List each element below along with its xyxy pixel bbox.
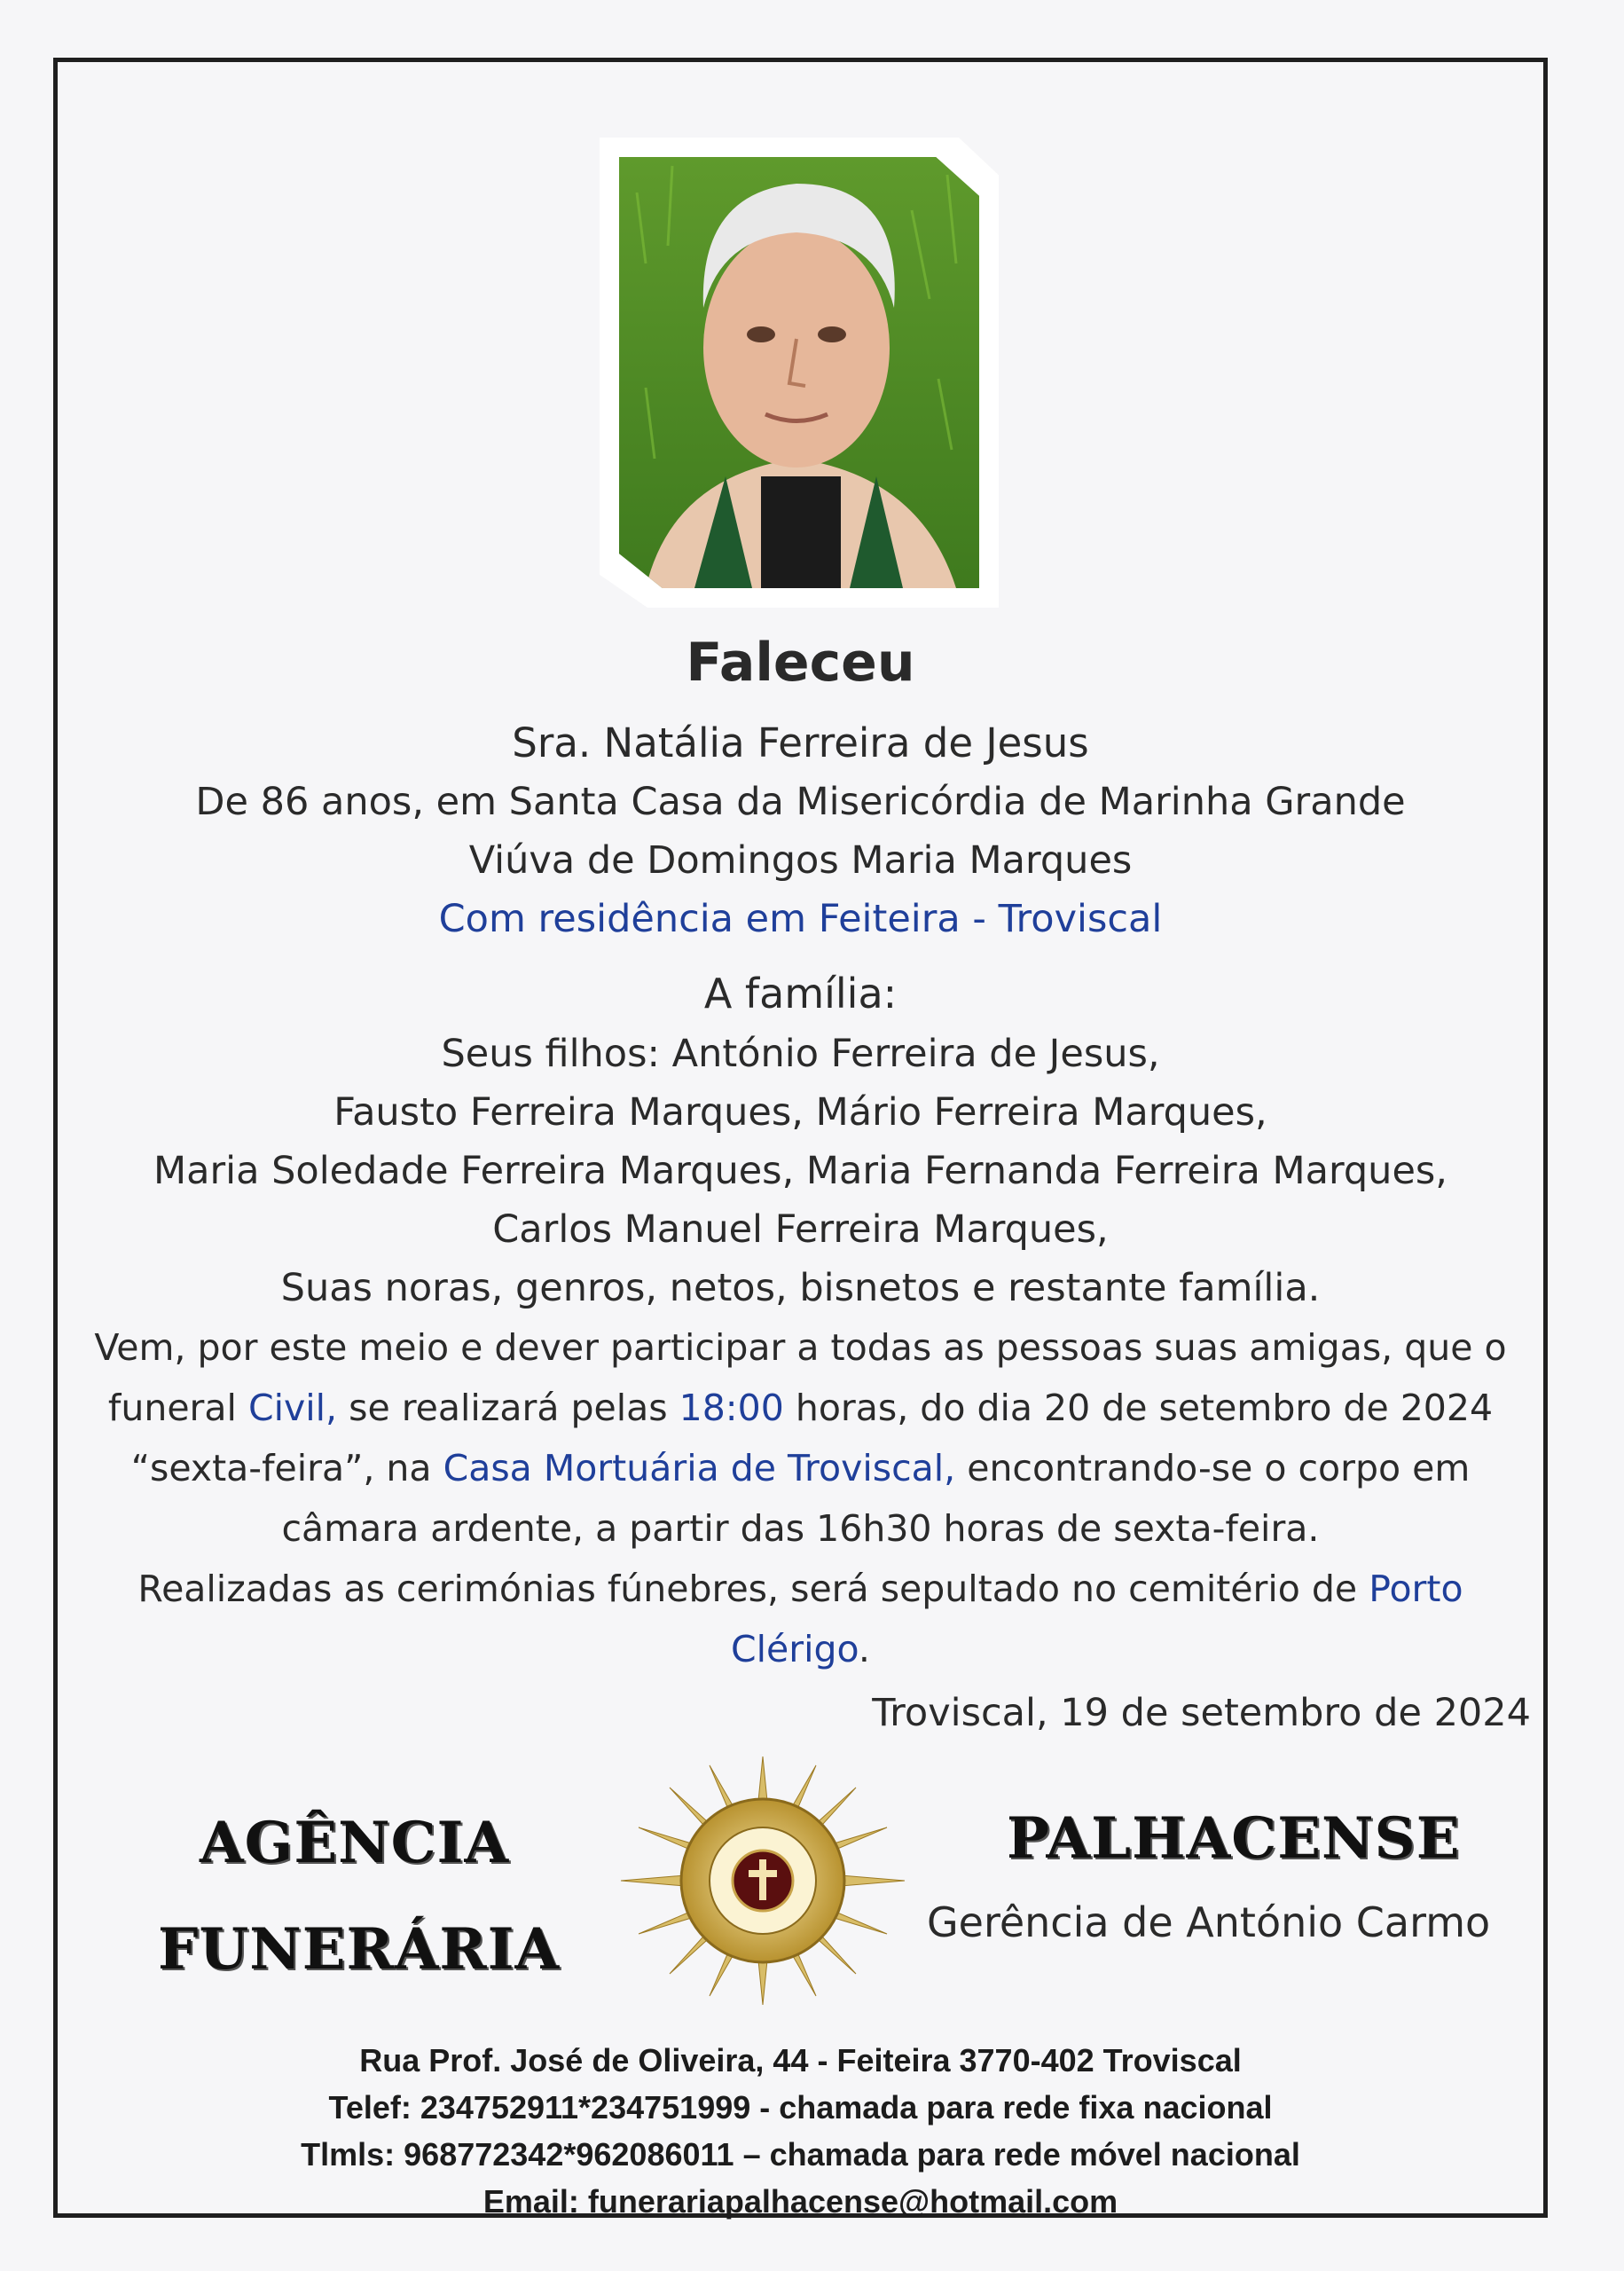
agency-word-3: PALHACENSE bbox=[1007, 1805, 1461, 1872]
contact-phone: Telef: 234752911*234751999 - chamada para rede fixa nacional bbox=[328, 2089, 1273, 2126]
contact-email: Email: funerariapalhacense@hotmail.com bbox=[482, 2183, 1118, 2220]
announcement-line bbox=[53, 1559, 1548, 1619]
funeral-time: 18:00 bbox=[679, 1387, 784, 1429]
text-run: “sexta-feira”, na bbox=[130, 1447, 443, 1489]
announcement-line bbox=[53, 1438, 1548, 1498]
deceased-name: Sra. Natália Ferreira de Jesus bbox=[512, 719, 1089, 766]
announcement bbox=[53, 1317, 1548, 1679]
family-line: Seus filhos: António Ferreira de Jesus, bbox=[441, 1032, 1160, 1076]
text-run: encontrando-se o corpo em bbox=[955, 1447, 1471, 1489]
agency-management: Gerência de António Carmo bbox=[927, 1898, 1491, 1946]
funeral-type: Civil, bbox=[247, 1387, 338, 1429]
family-line: Maria Soledade Ferreira Marques, Maria Fernanda Ferreira Marques, bbox=[153, 1149, 1447, 1193]
agency-word-1: AGÊNCIA bbox=[200, 1810, 510, 1876]
text-run: Realizadas as cerimónias fúnebres, será sepultado no cemitério de bbox=[137, 1568, 1369, 1610]
family-line: Carlos Manuel Ferreira Marques, bbox=[492, 1207, 1109, 1252]
contact-mobile: Tlmls: 968772342*962086011 – chamada para rede móvel nacional bbox=[301, 2136, 1300, 2173]
funeral-location: Casa Mortuária de Troviscal, bbox=[443, 1447, 956, 1489]
date-place: Troviscal, 19 de setembro de 2024 bbox=[872, 1691, 1531, 1735]
family-heading: A família: bbox=[703, 970, 898, 1018]
page-title: Faleceu bbox=[686, 632, 915, 694]
portrait-photo bbox=[619, 157, 979, 588]
announcement-line bbox=[53, 1378, 1548, 1438]
cemetery-name: Clérigo bbox=[731, 1628, 859, 1670]
text-run: se realizará pelas bbox=[337, 1387, 679, 1429]
contact-block bbox=[53, 2037, 1548, 2225]
family-line: Fausto Ferreira Marques, Mário Ferreira Marques, bbox=[333, 1090, 1267, 1135]
agency-word-2: FUNERÁRIA bbox=[158, 1916, 561, 1983]
contact-address: Rua Prof. José de Oliveira, 44 - Feiteira 3770-402 Troviscal bbox=[359, 2042, 1242, 2078]
deceased-details: De 86 anos, em Santa Casa da Misericórdia de Marinha Grande bbox=[195, 780, 1406, 824]
announcement-line bbox=[53, 1619, 1548, 1679]
text-run: horas, do dia 20 de setembro de 2024 bbox=[783, 1387, 1494, 1429]
family-line: Suas noras, genros, netos, bisnetos e restante família. bbox=[280, 1266, 1321, 1310]
family-block bbox=[53, 963, 1548, 1317]
text-run: . bbox=[858, 1628, 870, 1670]
announcement-line: Vem, por este meio e dever participar a todas as pessoas suas amigas, que o bbox=[94, 1326, 1507, 1369]
deceased-block bbox=[53, 714, 1548, 948]
deceased-widow: Viúva de Domingos Maria Marques bbox=[468, 838, 1133, 883]
cemetery-name: Porto bbox=[1369, 1568, 1463, 1610]
deceased-residence: Com residência em Feiteira - Troviscal bbox=[438, 897, 1163, 941]
text-run: funeral bbox=[107, 1387, 248, 1429]
agency-seal-logo bbox=[612, 1756, 914, 2005]
announcement-line: câmara ardente, a partir das 16h30 horas de sexta-feira. bbox=[281, 1507, 1320, 1550]
portrait-frame bbox=[600, 138, 999, 608]
